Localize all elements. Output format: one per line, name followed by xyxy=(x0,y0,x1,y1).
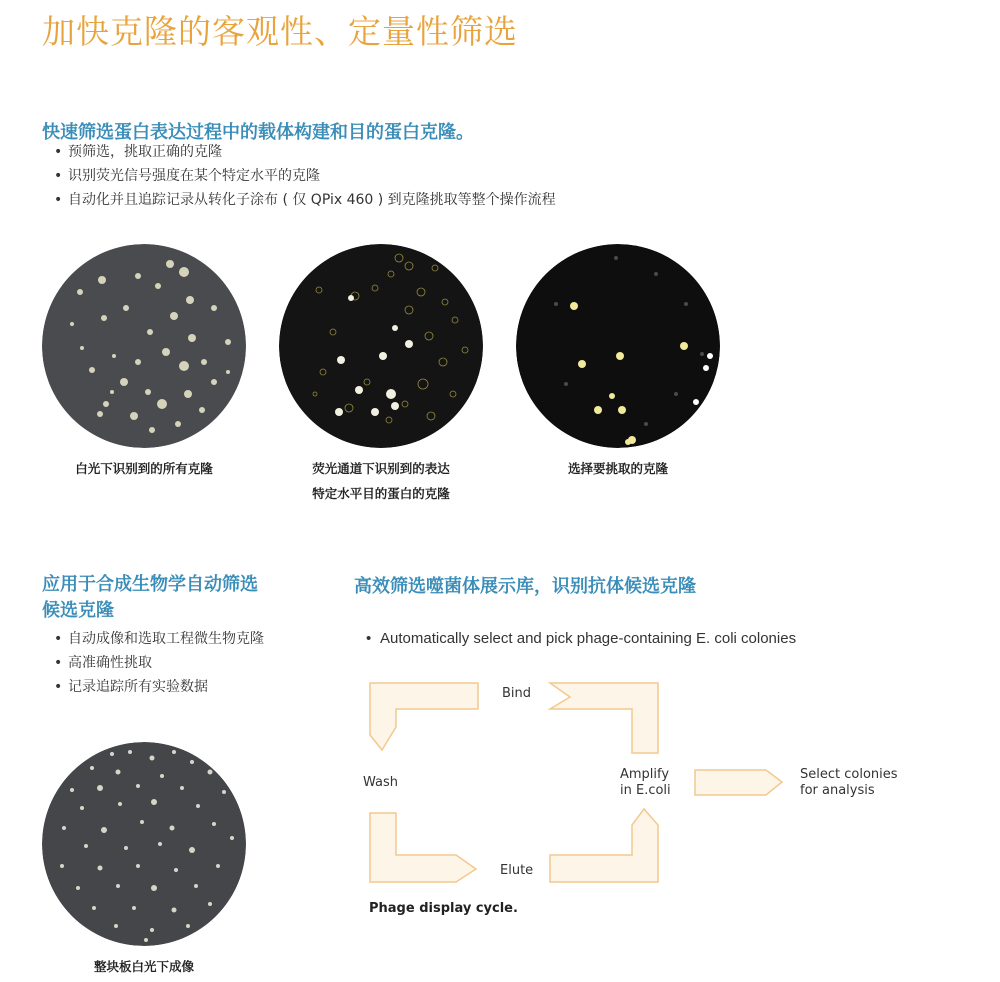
selected-colonies-plate-image xyxy=(516,244,720,448)
section1-bullet: • 预筛选，挑取正确的克隆 xyxy=(52,140,556,164)
amplify-label-line: in E.coli xyxy=(620,783,671,798)
caption-line: 特定水平目的蛋白的克隆 xyxy=(312,486,450,501)
fluorescence-plate-image xyxy=(279,244,483,448)
section1-bullet: • 识别荧光信号强度在某个特定水平的克隆 xyxy=(52,164,556,188)
section2-bullet: • 自动成像和选取工程微生物克隆 xyxy=(52,627,264,651)
section3-heading: 高效筛选噬菌体展示库，识别抗体候选克隆 xyxy=(354,576,696,597)
select-label-line: for analysis xyxy=(800,783,875,798)
white-light-plate-image xyxy=(42,244,246,448)
section2-bullet-list xyxy=(52,627,264,699)
select-colonies-label xyxy=(800,767,898,799)
bind-label: Bind xyxy=(502,686,532,701)
caption-line: 荧光通道下识别到的表达 xyxy=(312,461,450,476)
select-arrow-shape xyxy=(695,770,782,795)
heading-line: 候选克隆 xyxy=(42,600,114,621)
selected-colonies-plate-caption xyxy=(516,456,720,481)
wash-label: Wash xyxy=(363,775,399,790)
amplify-arrow-shape xyxy=(550,809,658,882)
caption-line: 选择要挑取的克隆 xyxy=(567,461,668,476)
section3-bullet: • Automatically select and pick phage-containing E. coli colonies xyxy=(364,627,796,651)
heading-line: 应用于合成生物学自动筛选 xyxy=(42,574,258,595)
elute-label: Elute xyxy=(500,863,534,878)
section2-bullet: • 记录追踪所有实验数据 xyxy=(52,675,264,699)
section2-heading xyxy=(42,572,258,624)
wash-arrow-shape xyxy=(370,683,478,750)
amplify-label-line: Amplify xyxy=(620,767,670,782)
caption-line: 白光下识别到的所有克隆 xyxy=(75,461,213,476)
bind-arrow-shape xyxy=(550,683,658,753)
page-title: 加快克隆的客观性、定量性筛选 xyxy=(42,12,518,51)
select-label-line: Select colonies xyxy=(800,767,898,782)
section1-heading: 快速筛选蛋白表达过程中的载体构建和目的蛋白克隆。 xyxy=(42,122,474,143)
whole-plate-image xyxy=(42,742,246,946)
section1-bullet-list xyxy=(52,140,556,212)
section1-bullet: • 自动化并且追踪记录从转化子涂布 ( 仅 QPix 460 ) 到克隆挑取等整个操作流程 xyxy=(52,188,556,212)
white-light-plate-caption xyxy=(42,456,246,481)
fluorescence-plate-caption xyxy=(279,456,483,506)
whole-plate-caption: 整块板白光下成像 xyxy=(93,959,194,974)
phage-cycle-caption: Phage display cycle. xyxy=(369,901,518,916)
section3-bullet-list xyxy=(364,627,796,651)
amplify-label xyxy=(620,767,671,799)
elute-arrow-shape xyxy=(370,813,476,882)
section2-bullet: • 高准确性挑取 xyxy=(52,651,264,675)
